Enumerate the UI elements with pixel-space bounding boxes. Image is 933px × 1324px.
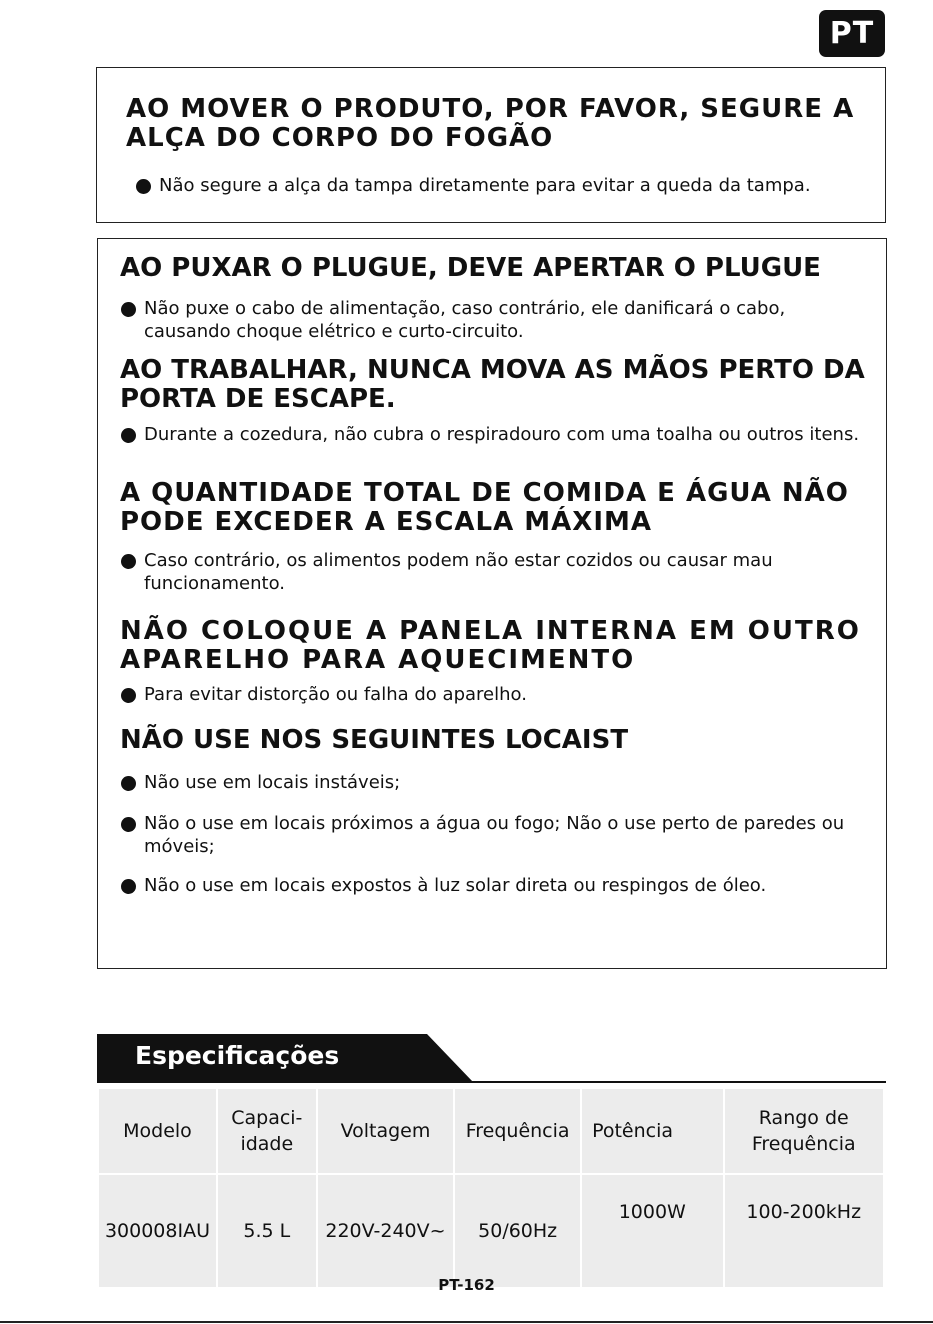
page-number: PT-162 bbox=[438, 1276, 495, 1294]
table-header-row bbox=[99, 1089, 883, 1173]
bullet-item bbox=[120, 297, 860, 343]
bullet-text: Para evitar distorção ou falha do aparelho. bbox=[144, 684, 527, 705]
bullet-text: Não use em locais instáveis; bbox=[144, 772, 401, 793]
bullet-item bbox=[135, 174, 875, 197]
value-cell: 5.5 L bbox=[218, 1175, 316, 1287]
specifications-table bbox=[97, 1087, 885, 1289]
section-heading: AO TRABALHAR, NUNCA MOVA AS MÃOS PERTO DA PORTA DE ESCAPE. bbox=[120, 355, 865, 414]
section-heading: NÃO USE NOS SEGUINTES LOCAIST bbox=[120, 725, 629, 755]
header-cell: Potência bbox=[582, 1089, 722, 1173]
bullet-text: Não segure a alça da tampa diretamente para evitar a queda da tampa. bbox=[159, 175, 811, 196]
value-cell: 300008IAU bbox=[99, 1175, 216, 1287]
header-cell: Capaci- idade bbox=[218, 1089, 316, 1173]
table-row bbox=[99, 1175, 883, 1287]
bullet-dot-icon bbox=[121, 879, 136, 894]
bullet-text: Caso contrário, os alimentos podem não estar cozidos ou causar mau funcionamento. bbox=[144, 550, 773, 594]
specifications-tab bbox=[97, 1034, 473, 1082]
bullet-text: Durante a cozedura, não cubra o respiradouro com uma toalha ou outros itens. bbox=[144, 424, 860, 445]
bullet-dot-icon bbox=[121, 688, 136, 703]
bullet-text: Não o use em locais expostos à luz solar direta ou respingos de óleo. bbox=[144, 875, 767, 896]
value-cell: 100-200kHz bbox=[725, 1175, 884, 1287]
warning-box-handle bbox=[96, 67, 886, 223]
bottom-divider bbox=[0, 1321, 933, 1323]
header-cell: Voltagem bbox=[318, 1089, 454, 1173]
bullet-item bbox=[120, 771, 860, 794]
bullet-dot-icon bbox=[136, 179, 151, 194]
value-cell: 1000W bbox=[582, 1175, 722, 1287]
bullet-item bbox=[120, 549, 860, 595]
bullet-text: Não o use em locais próximos a água ou fogo; Não o use perto de paredes ou móveis; bbox=[144, 813, 845, 857]
value-cell: 220V-240V~ bbox=[318, 1175, 454, 1287]
section-heading: AO PUXAR O PLUGUE, DEVE APERTAR O PLUGUE bbox=[120, 253, 821, 283]
bullet-text: Não puxe o cabo de alimentação, caso contrário, ele danificará o cabo, causando choque elétrico e curto-circuito. bbox=[144, 298, 786, 342]
bullet-dot-icon bbox=[121, 302, 136, 317]
header-cell: Modelo bbox=[99, 1089, 216, 1173]
specifications-title: Especificações bbox=[135, 1041, 340, 1070]
section-heading: NÃO COLOQUE A PANELA INTERNA EM OUTRO APARELHO PARA AQUECIMENTO bbox=[120, 616, 861, 675]
bullet-dot-icon bbox=[121, 428, 136, 443]
section-heading: AO MOVER O PRODUTO, POR FAVOR, SEGURE A ALÇA DO CORPO DO FOGÃO bbox=[126, 94, 855, 153]
specifications-rule bbox=[97, 1081, 886, 1083]
header-cell: Rango de Frequência bbox=[725, 1089, 884, 1173]
language-badge: PT bbox=[819, 10, 885, 57]
bullet-item bbox=[120, 812, 860, 858]
bullet-item bbox=[120, 683, 860, 706]
bullet-dot-icon bbox=[121, 817, 136, 832]
bullet-dot-icon bbox=[121, 554, 136, 569]
warning-box-usage bbox=[97, 238, 887, 969]
bullet-dot-icon bbox=[121, 776, 136, 791]
bullet-item bbox=[120, 423, 860, 446]
header-cell: Frequência bbox=[455, 1089, 580, 1173]
value-cell: 50/60Hz bbox=[455, 1175, 580, 1287]
section-heading: A QUANTIDADE TOTAL DE COMIDA E ÁGUA NÃO PODE EXCEDER A ESCALA MÁXIMA bbox=[120, 478, 849, 537]
bullet-item bbox=[120, 874, 860, 897]
